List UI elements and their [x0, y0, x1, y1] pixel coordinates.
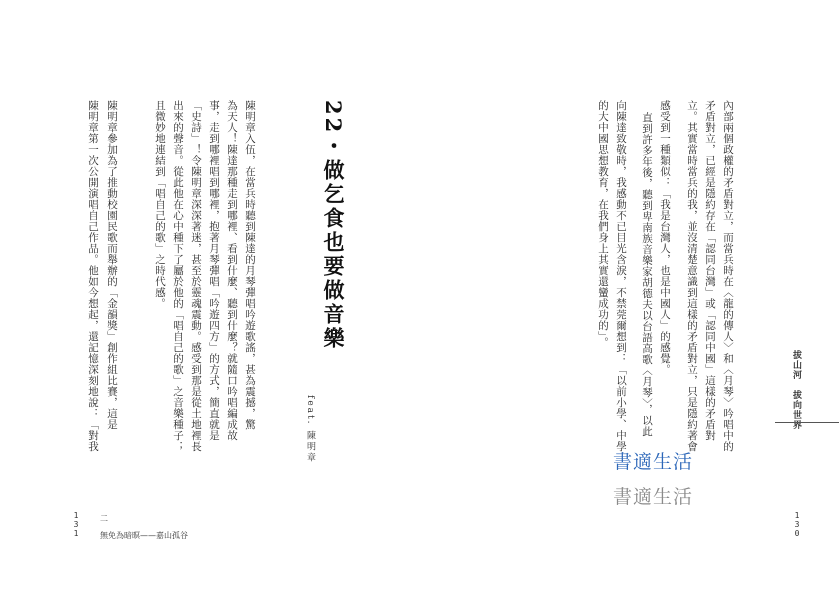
- body-text-column: 出來的聲音。從此他在心中種下了屬於他的「唱自己的歌」之音樂種子；: [172, 100, 184, 452]
- body-text-column: 的大中國思想教育，在我們身上其實還蠻成功的」。: [597, 100, 609, 348]
- page-number-digit: 3: [794, 520, 800, 529]
- body-text-column: 向陳達致敬時，我感動不已目光含淚，不禁莞爾想到：「以前小學、中學: [615, 100, 627, 452]
- body-text-column: 立。其實當時當兵的我，並沒清楚意識到這樣的矛盾對立，只是隱約著會: [686, 100, 698, 452]
- running-footer: 無免為暗暝——嘉山孤谷: [100, 531, 188, 540]
- body-text-column: 矛盾對立，已經是隱約存在「認同台灣」或「認同中國」這樣的矛盾對: [704, 100, 716, 441]
- body-text-column: 為天人！陳達那種走到哪裡、看到什麼、聽到什麼？就隨口吟唱編成故: [226, 100, 238, 441]
- page-number-digit: 3: [73, 520, 79, 529]
- body-text-column: 感受到一種類似：「我是台灣人，也是中國人」的感覺。: [659, 100, 671, 375]
- watermark-logo: 書適生活: [613, 451, 694, 473]
- page-number-digit: 0: [794, 529, 800, 538]
- page-number: [72, 511, 80, 538]
- page-number: [793, 511, 801, 538]
- body-text-column: 內部兩個政權的矛盾對立，而當兵時在〈龍的傳人〉和〈月琴〉吟唱中的: [722, 100, 734, 452]
- body-text-column: 陳明章參加為了推動校園民歌而舉辦的「金韻獎」創作組比賽，這是: [106, 100, 118, 430]
- footer-mark: 二: [100, 514, 108, 523]
- watermark-logo: 書適生活: [613, 486, 694, 508]
- page-number-text: [72, 511, 80, 538]
- body-text-column: 直到許多年後，聽到卑南族音樂家胡德夫以台語高歌〈月琴〉，以此: [641, 112, 653, 437]
- body-text-column: 陳明章入伍，在當兵時聽到陳達的月琴彈唱吟遊歌謠，甚為震撼，驚: [244, 100, 256, 430]
- chapter-title: 22・做乞食也要做音樂: [321, 100, 346, 352]
- body-text-column: 事，走到哪裡唱到哪裡，抱著月琴彈唱「吟遊四方」的方式，簡直就是: [208, 100, 220, 441]
- page-number-digit: 1: [73, 511, 79, 520]
- page-number-text: [793, 511, 801, 538]
- body-text-column: 「史詩」！令陳明章深深著迷，甚至於靈魂震動。感受到那是從土地裡長: [190, 100, 202, 452]
- section-side-title: 拔山河 拔向世界: [791, 350, 801, 430]
- body-text-column: 陳明章第一次公開演唱自己作品。他如今想起，還記憶深刻地說：「對我: [87, 100, 99, 452]
- side-rule: [775, 422, 839, 423]
- page-number-digit: 1: [794, 511, 800, 520]
- chapter-author: feat. 陳明章: [305, 395, 315, 464]
- body-text-column: 且微妙地連結到「唱自己的歌」之時代感。: [154, 100, 166, 309]
- page-number-digit: 1: [73, 529, 79, 538]
